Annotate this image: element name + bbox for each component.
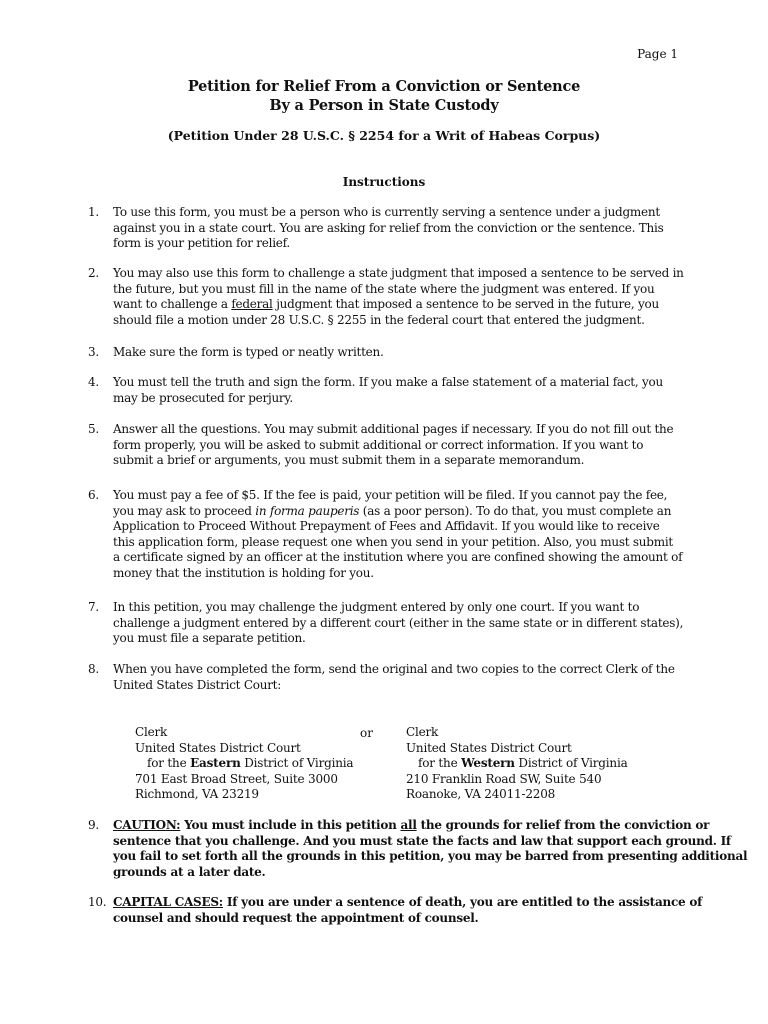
item-text-part: the grounds for relief from the conviction or <box>416 818 710 832</box>
address-line <box>406 756 628 772</box>
item-text: When you have completed the form, send the original and two copies to the correct Clerk of the <box>113 662 675 676</box>
address-line: United States District Court <box>135 740 301 755</box>
document-title <box>0 77 768 115</box>
address-line: Roanoke, VA 24011-2208 <box>406 787 556 802</box>
item-text: you fail to set forth all the grounds in this petition, you may be barred from presenting additional <box>113 849 748 864</box>
item-text: To use this form, you must be a person who is currently serving a sentence under a judgment <box>113 205 660 219</box>
item-number: 5. <box>88 422 99 436</box>
item-text: money that the institution is holding for you. <box>113 565 374 580</box>
item-text: submit a brief or arguments, you must submit them in a separate memorandum. <box>113 453 585 468</box>
instruction-item-3 <box>88 345 688 361</box>
item-text: counsel and should request the appointment of counsel. <box>113 910 479 925</box>
address-line: 210 Franklin Road SW, Suite 540 <box>406 771 602 786</box>
address-text-part: District of Virginia <box>514 756 628 771</box>
address-line: United States District Court <box>406 740 572 755</box>
item-number: 3. <box>88 345 99 359</box>
western-emphasis: Western <box>461 756 515 771</box>
item-number: 2. <box>88 266 99 280</box>
page-number: Page 1 <box>637 47 678 61</box>
item-text-part: want to challenge a <box>113 297 232 312</box>
item-text: You may also use this form to challenge a state judgment that imposed a sentence to be served in <box>113 266 684 280</box>
or-separator: or <box>360 726 373 740</box>
eastern-emphasis: Eastern <box>190 756 241 771</box>
address-line: Richmond, VA 23219 <box>135 787 259 802</box>
caution-label: CAUTION: <box>113 818 181 832</box>
item-number: 10. <box>88 895 107 909</box>
item-text: form properly, you will be asked to submit additional or correct information. If you want to <box>113 437 644 452</box>
item-text: United States District Court: <box>113 677 282 692</box>
address-line: 701 East Broad Street, Suite 3000 <box>135 771 338 786</box>
item-text: You must tell the truth and sign the form. If you make a false statement of a material fact, you <box>113 375 663 389</box>
item-text: grounds at a later date. <box>113 864 266 879</box>
item-text-part: you may ask to proceed <box>113 503 256 518</box>
item-text: Answer all the questions. You may submit additional pages if necessary. If you do not fill out the <box>113 422 674 436</box>
instruction-item-8 <box>88 662 688 693</box>
address-text-part: for the <box>418 756 462 771</box>
item-text: you must file a separate petition. <box>113 631 306 646</box>
in-forma-pauperis-term: in forma pauperis <box>255 503 360 518</box>
all-emphasis: all <box>400 818 417 832</box>
item-text <box>113 895 703 911</box>
instruction-item-1 <box>88 205 688 252</box>
item-text: challenge a judgment entered by a different court (either in the same state or in different states), <box>113 615 684 630</box>
item-text: should file a motion under 28 U.S.C. § 2255 in the federal court that entered the judgment. <box>113 312 645 327</box>
item-text: this application form, please request one when you send in your petition. Also, you must submit <box>113 534 673 549</box>
item-number: 8. <box>88 662 99 676</box>
item-text: sentence that you challenge. And you must state the facts and law that support each ground. If <box>113 833 731 848</box>
item-text <box>113 504 688 520</box>
address-text-part: for the <box>147 756 191 771</box>
instruction-item-6 <box>88 488 688 582</box>
address-line <box>135 756 353 772</box>
instructions-heading: Instructions <box>342 175 426 189</box>
item-number: 4. <box>88 375 99 389</box>
instruction-item-5 <box>88 422 688 469</box>
item-text: Make sure the form is typed or neatly written. <box>113 345 384 359</box>
address-text-part: District of Virginia <box>240 756 354 771</box>
item-text: form is your petition for relief. <box>113 236 290 251</box>
instruction-item-9 <box>88 818 748 880</box>
item-text-part: You must include in this petition <box>180 818 401 832</box>
item-text <box>113 818 710 834</box>
item-text: Application to Proceed Without Prepayment of Fees and Affidavit. If you would like to receive <box>113 519 660 534</box>
federal-emphasis: federal <box>231 297 273 312</box>
item-text: against you in a state court. You are asking for relief from the conviction or the sentence. This <box>113 220 664 235</box>
item-number: 9. <box>88 818 99 832</box>
item-text-part: (as a poor person). To do that, you must complete an <box>359 503 672 518</box>
instruction-item-7 <box>88 600 688 647</box>
capital-cases-label: CAPITAL CASES: <box>113 895 223 909</box>
instruction-item-10 <box>88 895 703 926</box>
item-text: a certificate signed by an officer at the institution where you are confined showing the amount of <box>113 550 683 565</box>
address-line: Clerk <box>135 725 168 739</box>
title-line-2: By a Person in State Custody <box>269 97 499 114</box>
item-text <box>113 297 688 313</box>
title-line-1: Petition for Relief From a Conviction or Sentence <box>187 78 581 95</box>
eastern-district-address <box>135 725 353 803</box>
item-text-part: judgment that imposed a sentence to be served in the future, you <box>272 297 659 312</box>
item-text: the future, but you must fill in the name of the state where the judgment was entered. If you <box>113 281 655 296</box>
item-number: 7. <box>88 600 99 614</box>
instruction-item-2 <box>88 266 688 328</box>
item-number: 1. <box>88 205 99 219</box>
instruction-item-4 <box>88 375 688 406</box>
western-district-address <box>406 725 628 803</box>
item-text: You must pay a fee of $5. If the fee is paid, your petition will be filed. If you cannot pay the fee, <box>113 488 668 502</box>
item-number: 6. <box>88 488 99 502</box>
item-text-part: If you are under a sentence of death, you are entitled to the assistance of <box>222 895 703 909</box>
item-text: may be prosecuted for perjury. <box>113 390 293 405</box>
item-text: In this petition, you may challenge the judgment entered by only one court. If you want to <box>113 600 640 614</box>
address-line: Clerk <box>406 725 439 739</box>
document-subtitle: (Petition Under 28 U.S.C. § 2254 for a Writ of Habeas Corpus) <box>167 128 601 143</box>
